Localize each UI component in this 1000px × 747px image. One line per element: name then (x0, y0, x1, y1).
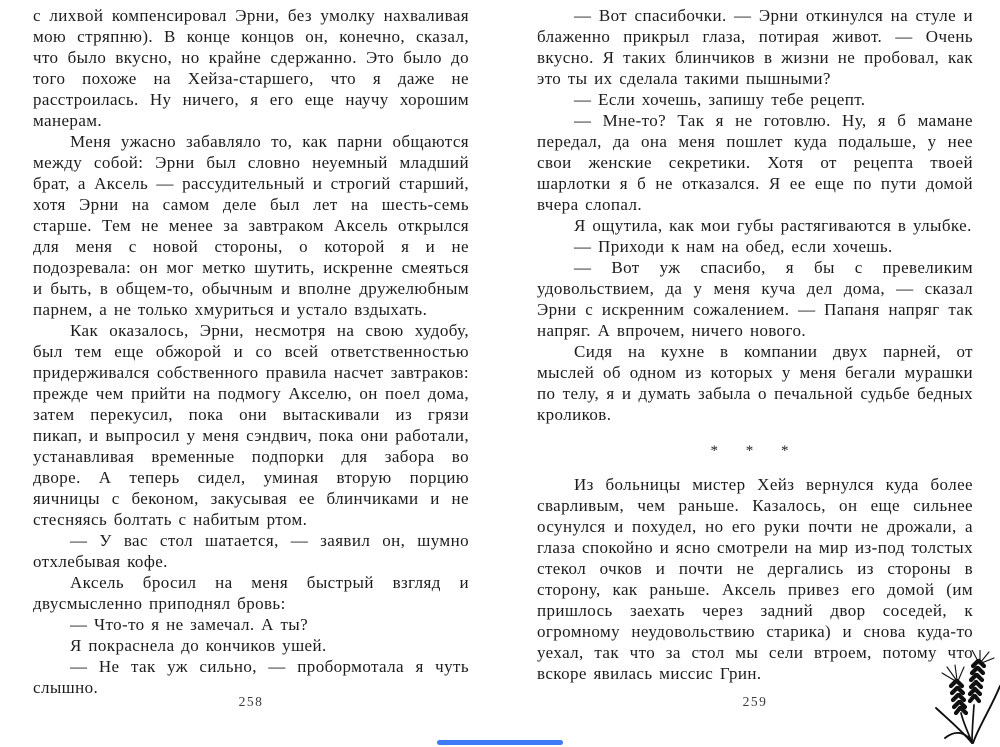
left-page-text (33, 0, 469, 698)
section-separator: * * * (710, 443, 800, 459)
paragraph: Я покраснела до кончиков ушей. (70, 636, 327, 655)
paragraph: Меня ужасно забавляло то, как парни общаются между собой: Эрни был словно неуемный младший брат, а Аксель — рассудительный и строгий старший, хотя Эрни на самом деле был лет на шесть-семь старше. Тем не менее за завтраком Аксель открылся для меня с новой стороны, о которой я и не подозревала: он мог метко шутить, искренне смеяться и быть, в общем-то, обычным и вполне дружелюбным парнем, а не только хмуриться и устало вздыхать. (33, 132, 469, 319)
dialogue-line: — Вот спасибочки. — Эрни откинулся на стуле и блаженно прикрыл глаза, потирая живот. — Очень вкусно. Я таких блинчиков в жизни не пробовал, как это ты их сделала такими пышными? (537, 6, 973, 88)
dialogue-line: — Вот уж спасибо, я бы с превеликим удовольствием, да у меня куча дел дома, — сказал Эрни с искренним сожалением. — Папаня напряг так напряг. А впрочем, ничего нового. (537, 258, 973, 340)
right-page[interactable] (537, 0, 973, 747)
dialogue-line: — Мне-то? Так я не готовлю. Ну, я б мамане передал, да она меня пошлет куда подальше, у нее свои женские секретики. Хотя от рецепта твоей шарлотки я б не отказался. Я ее еще по пути домой вчера слопал. (537, 111, 973, 214)
paragraph: Я ощутила, как мои губы растягиваются в улыбке. (574, 216, 972, 235)
page-number-right: 259 (742, 694, 768, 709)
dialogue-line: — Если хочешь, запишу тебе рецепт. (574, 90, 866, 109)
paragraph: Из больницы мистер Хейз вернулся куда более сварливым, чем раньше. Казалось, он еще сильнее осунулся и похудел, но его руки почти не дрожали, а глаза спокойно и ясно смотрели на мир из-под толстых стекол очков и почти не дергались из стороны в сторону, как раньше. Аксель привез его домой (им пришлось заехать через задний двор соседей, к огромному неудовольствию старика) и снова куда-то уехал, так что за стол мы сели втроем, потому что вскоре явилась миссис Грин. (537, 475, 973, 683)
paragraph: с лихвой компенсировал Эрни, без умолку нахваливая мою стряпню). В конце концов он, конечно, сказал, что было вкусно, но крайне сдержанно. Это было до того похоже на Хейза-старшего, что я даже не расстроилась. Ну ничего, я его еще научу хорошим манерам. (33, 6, 469, 130)
paragraph: Аксель бросил на меня быстрый взгляд и двусмысленно приподнял бровь: (33, 573, 469, 613)
page-number-left: 258 (238, 694, 264, 709)
dialogue-line: — Что-то я не замечал. А ты? (70, 615, 309, 634)
wheat-decoration-icon (933, 650, 1000, 747)
dialogue-line: — Не так уж сильно, — пробормотала я чуть слышно. (33, 657, 469, 697)
paragraph: Сидя на кухне в компании двух парней, от мыслей об одном из которых у меня бегали мурашки по телу, я и думать забыла о печальной судьбе бедных кроликов. (537, 342, 973, 424)
dialogue-line: — Приходи к нам на обед, если хочешь. (574, 237, 893, 256)
dialogue-line: — У вас стол шатается, — заявил он, шумно отхлебывая кофе. (33, 531, 469, 571)
progress-indicator[interactable] (437, 740, 563, 745)
right-page-text (537, 0, 973, 684)
paragraph: Как оказалось, Эрни, несмотря на свою худобу, был тем еще обжорой и со всей ответственностью придерживался собственного правила насчет завтраков: прежде чем прийти на подмогу Акселю, он поел дома, затем перекусил, пока они вытаскивали из грязи пикап, и выпросил у меня сэндвич, пока они работали, устанавливая временные подпорки для забора во дворе. А теперь сидел, уминая вторую порцию яичницы с беконом, закусывая ее блинчиками и не стесняясь болтать с набитым ртом. (33, 321, 469, 529)
left-page[interactable] (33, 0, 469, 747)
